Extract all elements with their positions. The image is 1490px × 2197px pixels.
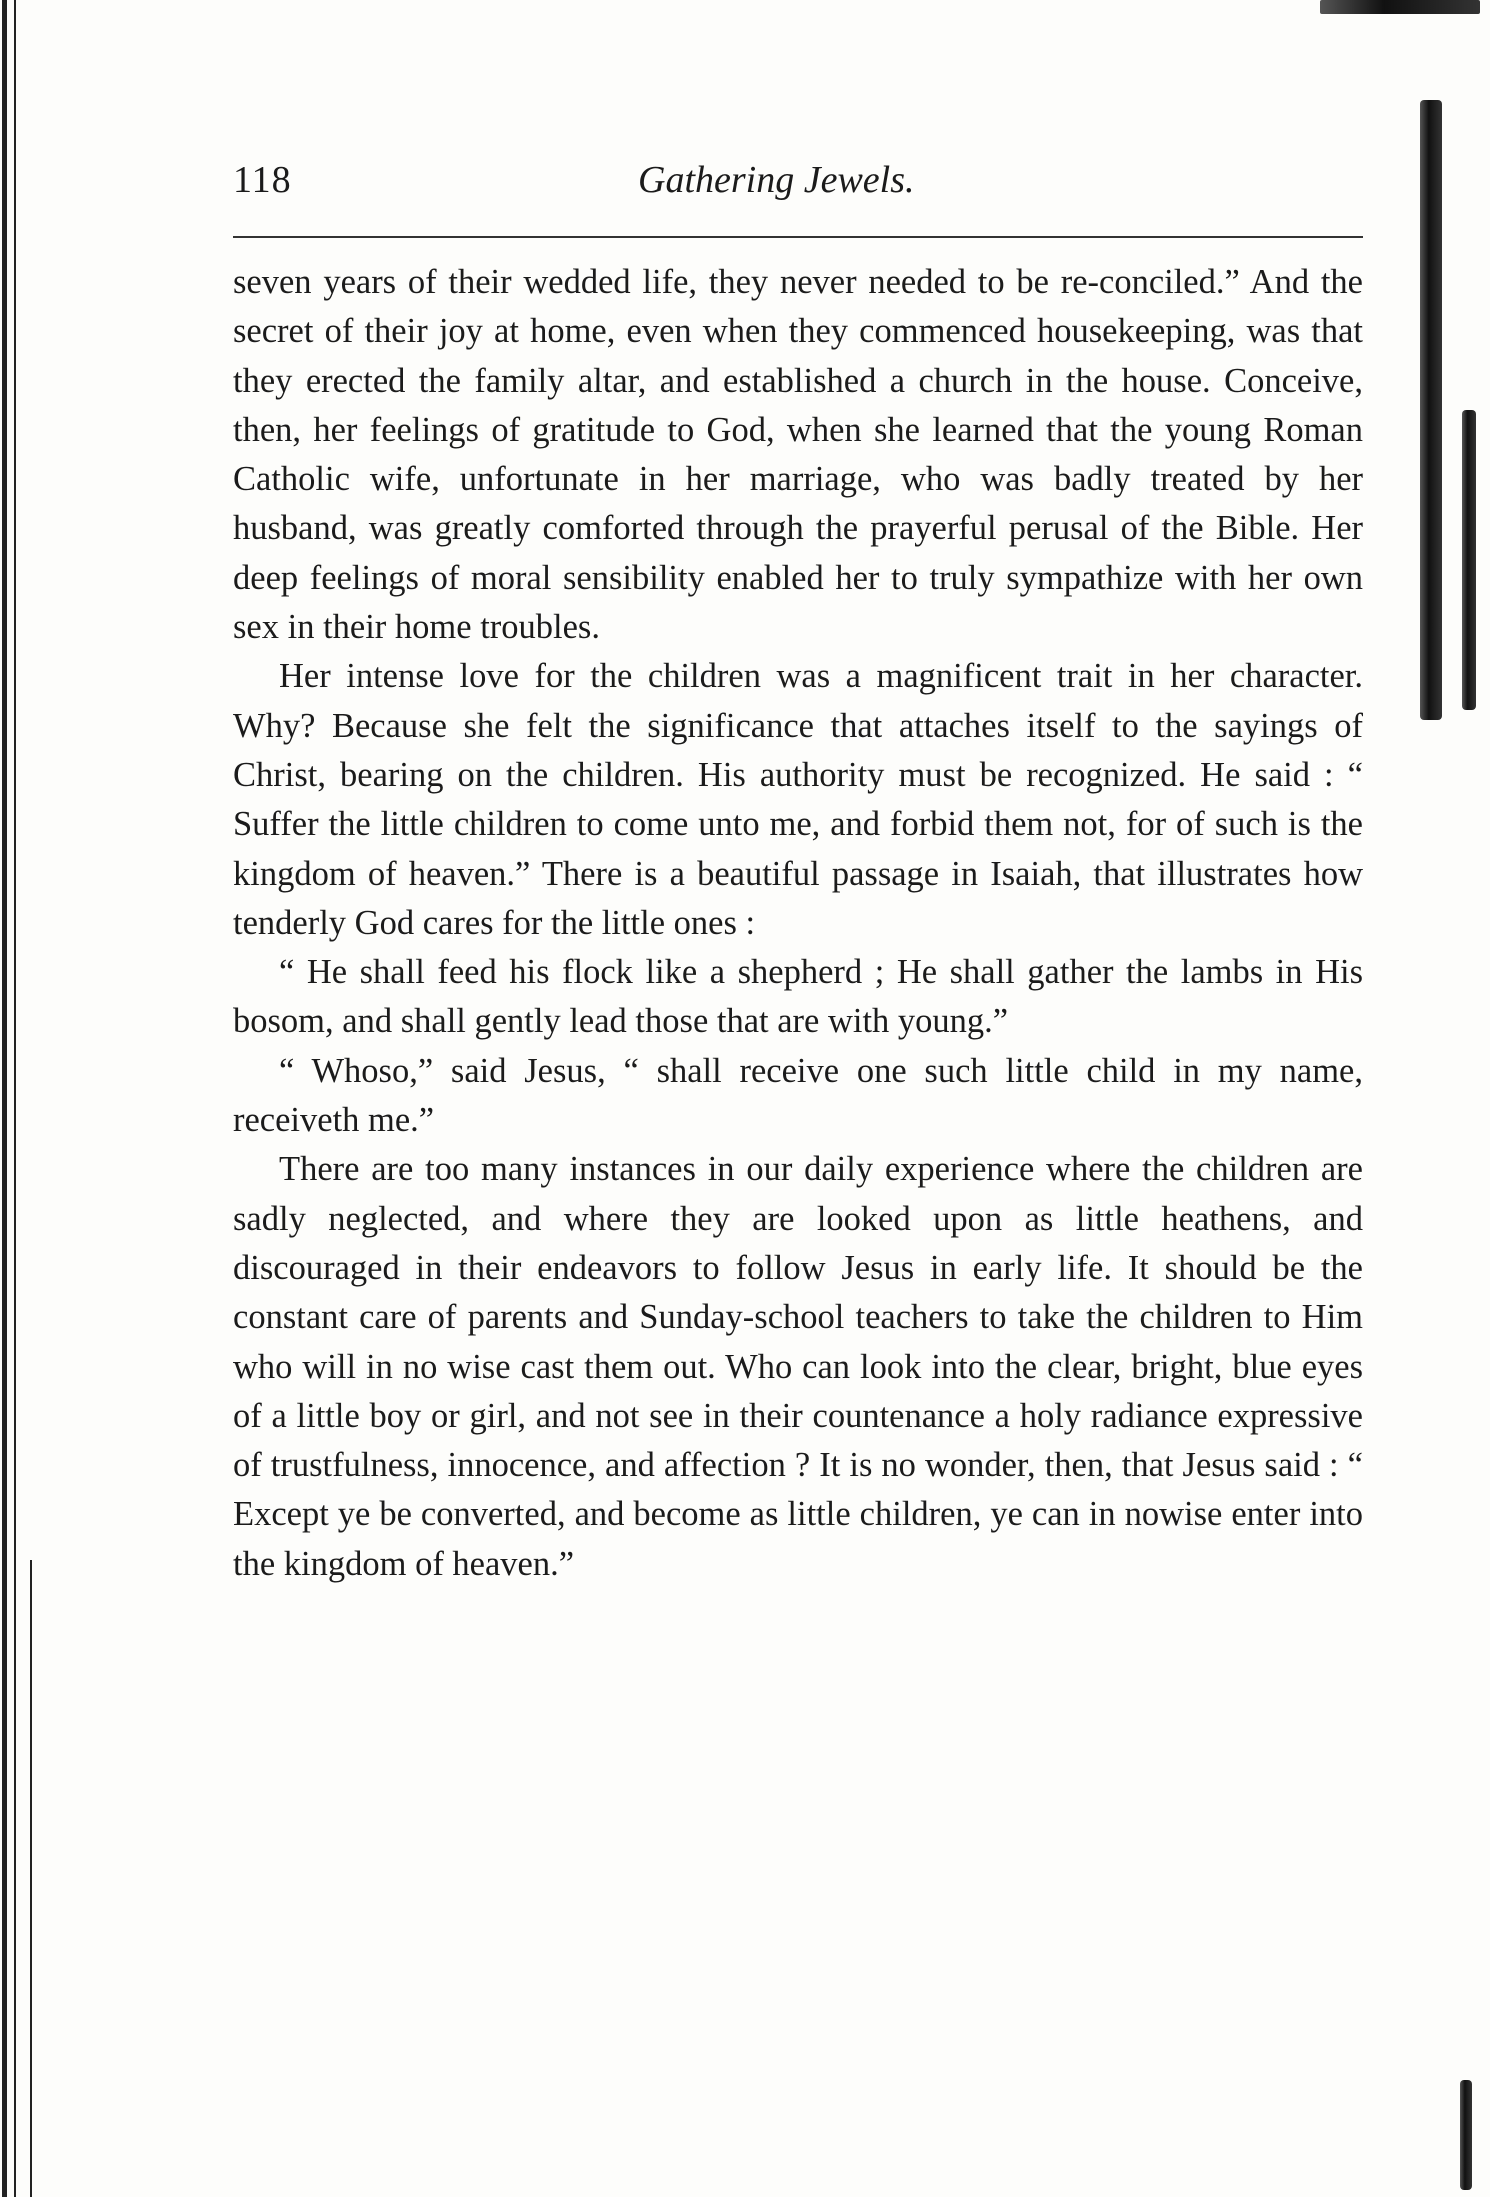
binding-edge-line	[14, 0, 16, 2197]
scan-shadow	[1460, 2080, 1472, 2190]
page-number: 118	[233, 159, 292, 201]
scan-shadow	[1420, 100, 1442, 720]
running-header	[233, 158, 1363, 218]
paragraph: seven years of their wedded life, they never needed to be re-conciled.” And the secret of their joy at home, even when they commenced housekeeping, was that they erected the family altar, and established a church in the house. Conceive, then, her feelings of gratitude to God, when she learned that the young Roman Catholic wife, unfortunate in her marriage, who was badly treated by her husband, was greatly comforted through the prayerful perusal of the Bible. Her deep feelings of moral sensibility enabled her to truly sympathize with her own sex in their home troubles.	[233, 263, 1363, 647]
paragraph: There are too many instances in our daily experience where the children are sadly neglected, and where they are looked upon as little heathens, and discouraged in their endeavors to follow Jesus in early life. It should be the constant care of parents and Sunday-school teachers to take the children to Him who will in no wise cast them out. Who can look into the clear, bright, blue eyes of a little boy or girl, and not see in their countenance a holy radiance expressive of trustfulness, innocence, and affection ? It is no wonder, then, that Jesus said : “ Except ye be converted, and become as little children, ye can in nowise enter into the kingdom of heaven.”	[233, 1150, 1363, 1583]
scan-shadow	[1462, 410, 1476, 710]
body-text	[233, 258, 1363, 1589]
paragraph: Her intense love for the children was a magnificent trait in her character. Why? Because she felt the significance that attaches itself to the sayings of Christ, bearing on the children. His authority must be recognized. He said : “ Suffer the little children to come unto me, and forbid them not, for of such is the kingdom of heaven.” There is a beautiful passage in Isaiah, that illustrates how tenderly God cares for the little ones :	[233, 657, 1363, 942]
scripture-quote: “ Whoso,” said Jesus, “ shall receive one such little child in my name, receiveth me.”	[233, 1051, 1363, 1140]
binding-edge-line	[2, 0, 7, 2197]
header-rule	[233, 236, 1363, 238]
scripture-quote: “ He shall feed his flock like a shepherd ; He shall gather the lambs in His bosom, and shall gently lead those that are with young.”	[233, 953, 1363, 1041]
scan-shadow	[1320, 0, 1480, 14]
binding-edge-line	[30, 1560, 32, 2197]
running-title: Gathering Jewels.	[638, 159, 915, 201]
